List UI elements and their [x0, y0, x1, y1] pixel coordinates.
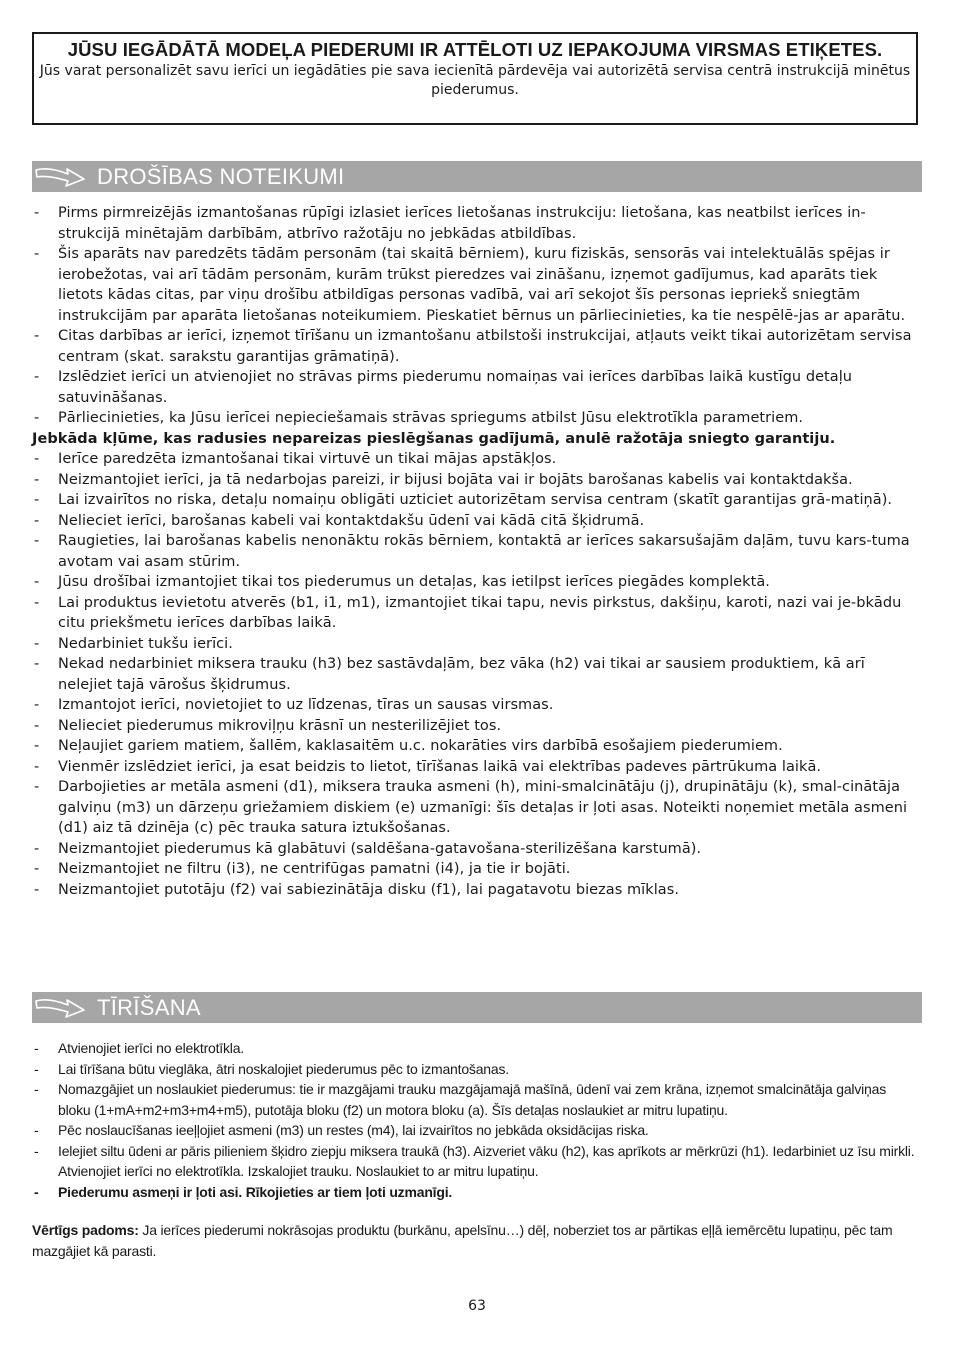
list-item: - Nedarbiniet tukšu ierīci. — [34, 635, 233, 652]
list-item: - Lai izvairītos no riska, detaļu nomaiņu obligāti uzticiet autorizētam servisa centram (skatīt garantijas grā-matiņā). — [34, 492, 893, 508]
list-item: - Nekad nedarbiniet miksera trauku (h3) bez sastāvdaļām, bez vāka (h2) vai tikai ar sausiem produktiem, kā arī nelejiet tajā vārošus šķidrumus. — [34, 656, 865, 693]
safety-section-title: DROŠĪBAS NOTEIKUMI — [97, 164, 345, 189]
list-item: - Šis aparāts nav paredzēts tādām personām (tai skaitā bērniem), kuru fiziskās, sensorās vai intelektuālās spējas ir ierobežotas, vai arī tādām personām, kurām trūkst pieredzes vai zināšanu, izņemot gadījumus, kad aparāts tiek lietots kādas citas, par viņu drošību atbildīgas personas vadībā, vai arī sekojot šīs personas iepriekš sniegtām instrukcijām par aparāta lietošanas noteikumiem. Pieskatiet bērnus un pārliecinieties, ka tie nespēlē-jas ar aparātu. — [34, 246, 906, 324]
list-item: - Nelieciet piederumus mikroviļņu krāsnī un nesterilizējiet tos. — [34, 717, 502, 734]
list-item: - Neizmantojiet ierīci, ja tā nedarbojas pareizi, ir bijusi bojāta vai ir bojāts barošanas kabelis vai kontaktdakša. — [34, 471, 853, 488]
list-item: - Nomazgājiet un noslaukiet piederumus: tie ir mazgājami trauku mazgājamajā mašīnā, ūdenī vai zem krāna, izņemot smalcinātāja galviņas bloku (1+mA+m2+m3+m4+m5), putotāja bloku (f2) un motora bloku (a). Šīs detaļas noslaukiet ar mitru lupatiņu. — [34, 1081, 887, 1118]
list-item: - Raugieties, lai barošanas kabelis nenonāktu rokās bērniem, kontaktā ar ierīces sakarsušajām daļām, tuvu kars-tuma avotam vai asam stūrim. — [34, 533, 910, 570]
cleaning-steps-list — [32, 1038, 922, 1202]
list-item: - Pirms pirmreizējās izmantošanas rūpīgi izlasiet ierīces lietošanas instrukciju: lietošana, kas neatbilst ierīces in-strukcijā minētajām darbībām, atbrīvo ražotāju no jebkādas atbildības. — [34, 205, 866, 242]
tip-label: Vērtīgs padoms: — [32, 1222, 139, 1238]
list-item: - Ielejiet siltu ūdeni ar pāris pilieniem šķidro ziepju miksera traukā (h3). Aizveriet vāku (h2), kas aprīkots ar mērkrūzi (h1). Iedarbiniet uz īsu mirkli. Atvienojiet ierīci no elektrotīkla. Izskalojiet trauku. Noslaukiet to ar mitru lupatiņu. — [34, 1142, 915, 1179]
list-item: - Neizmantojiet ne filtru (i3), ne centrifūgas pamatni (i4), ja tie ir bojāti. — [34, 861, 571, 877]
list-item: - Pārliecinieties, ka Jūsu ierīcei nepieciešamais strāvas spriegums atbilst Jūsu elektrotīkla parametriem. — [34, 410, 804, 426]
list-item: - Lai produktus ievietotu atverēs (b1, i1, m1), izmantojiet tikai tapu, nevis pirkstus, dakšiņu, karoti, nazi vai je-bkādu citu priekšmetu ierīces darbības laikā. — [34, 594, 902, 631]
arrow-icon — [34, 995, 86, 1021]
list-item: - Nelieciet ierīci, barošanas kabeli vai kontaktdakšu ūdenī vai kādā citā šķidrumā. — [34, 512, 645, 529]
accessories-notice-box — [32, 32, 918, 125]
list-item: - Lai tīrīšana būtu vieglāka, ātri noskalojiet piederumus pēc to izmantošanas. — [34, 1060, 509, 1077]
arrow-icon — [34, 164, 86, 190]
cleaning-section-header — [32, 992, 922, 1023]
list-item: - Jūsu drošībai izmantojiet tikai tos piederumus un detaļas, kas ietilpst ierīces piegādes komplektā. — [34, 574, 770, 590]
safety-section-header — [32, 161, 922, 192]
list-item: - Neļaujiet gariem matiem, šallēm, kaklasaitēm u.c. nokarāties virs darbībā esošajiem piederumiem. — [34, 738, 783, 754]
list-item: - Izmantojot ierīci, novietojiet to uz līdzenas, tīras un sausas virsmas. — [34, 697, 554, 713]
list-item: - Vienmēr izslēdziet ierīci, ja esat beidzis to lietot, tīrīšanas laikā vai elektrības padeves pārtrūkuma laikā. — [34, 758, 822, 775]
notice-title: JŪSU IEGĀDĀTĀ MODEĻA PIEDERUMI IR ATTĒLOTI UZ IEPAKOJUMA VIRSMAS ETIĶETES. — [67, 39, 883, 60]
list-item: - Pēc noslaucīšanas ieeļļojiet asmeni (m3) un restes (m4), lai izvairītos no jebkāda oksidācijas riska. — [34, 1122, 649, 1138]
list-item: - Atvienojiet ierīci no elektrotīkla. — [34, 1040, 244, 1056]
warranty-warning: Jebkāda kļūme, kas radusies nepareizas pieslēgšanas gadījumā, anulē ražotāja sniegto garantiju. — [32, 430, 836, 447]
cleaning-section-title: TĪRĪŠANA — [97, 995, 201, 1020]
list-item: - Izslēdziet ierīci un atvienojiet no strāvas pirms piederumu nomaiņas vai ierīces darbības laikā kustīgu detaļu satuvināšanas. — [34, 369, 853, 406]
list-item: - Darbojieties ar metāla asmeni (d1), miksera trauka asmeni (h), mini-smalcinātāju (j), drupinātāju (k), smal-cinātāja galviņu (m3) un dārzeņu griežamiem diskiem (e) uzmanīgi: šīs detaļas ir ļoti asas. Noteikti noņemiet metāla asmeni (d1) aiz tā dzinēja (c) pēc trauka satura iztukšošanas. — [34, 779, 908, 836]
page-number: 63 — [468, 1298, 486, 1314]
useful-tip — [32, 1220, 922, 1262]
notice-text: Jūs varat personalizēt savu ierīci un iegādāties pie sava iecienītā pārdevēja vai autorizētā servisa centrā instrukcijā minētus piederumus. — [39, 63, 911, 98]
safety-rules-list — [32, 203, 922, 900]
list-item: - Neizmantojiet piederumus kā glabātuvi (saldēšana-gatavošana-sterilizēšana karstumā). — [34, 840, 702, 857]
sharp-blades-warning: - Piederumu asmeņi ir ļoti asi. Rīkojieties ar tiem ļoti uzmanīgi. — [34, 1183, 453, 1200]
tip-text: Ja ierīces piederumi nokrāsojas produktu (burkānu, apelsīnu…) dēļ, noberziet tos ar pārtikas eļļā iemērcētu lupatiņu, pēc tam mazgājiet kā parasti. — [32, 1222, 893, 1259]
list-item: - Ierīce paredzēta izmantošanai tikai virtuvē un tikai mājas apstākļos. — [34, 451, 557, 467]
list-item: - Neizmantojiet putotāju (f2) vai sabiezinātāja disku (f1), lai pagatavotu biezas mīklas. — [34, 881, 679, 898]
list-item: - Citas darbības ar ierīci, izņemot tīrīšanu un izmantošanu atbilstoši instrukcijai, atļauts veikt tikai autorizētam servisa centram (skat. sarakstu garantijas grāmatiņā). — [34, 328, 912, 365]
